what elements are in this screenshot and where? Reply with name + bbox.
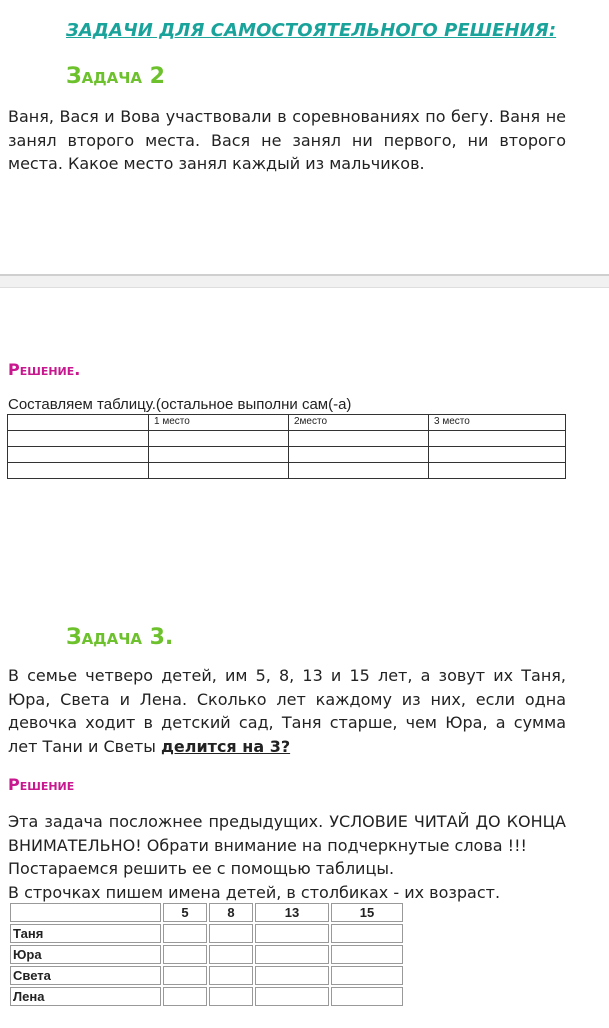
table-header-cell: 3 место <box>429 415 566 431</box>
table-cell <box>163 987 207 1006</box>
table-cell <box>289 431 429 447</box>
table-header-row <box>8 415 566 431</box>
section-title: ЗАДАЧИ ДЛЯ САМОСТОЯТЕЛЬНОГО РЕШЕНИЯ: <box>66 20 557 41</box>
table-cell <box>255 924 329 943</box>
table-row <box>8 431 566 447</box>
table-row <box>10 924 403 943</box>
task-3-text-underlined: делится на 3? <box>160 736 291 756</box>
table-cell <box>8 431 149 447</box>
table-cell <box>255 987 329 1006</box>
table-header-cell: 5 <box>163 903 207 922</box>
table-row-name: Света <box>10 966 161 985</box>
table-cell <box>163 945 207 964</box>
task-2-solution-text: Составляем таблицу.(остальное выполни сам(-а) <box>8 396 352 413</box>
table-header-cell <box>8 415 149 431</box>
table-cell <box>331 945 403 964</box>
table-cell <box>149 463 289 479</box>
task-3-text-main: В семье четверо детей, им 5, 8, 13 и 15 лет, а зовут их Таня, Юра, Света и Лена. Сколько лет каждому из них, если одна девочка ходит в детский сад, Таня старше, чем Юра, а сумма лет Тани и Светы <box>8 666 566 756</box>
table-cell <box>149 431 289 447</box>
table-cell <box>209 987 253 1006</box>
table-row <box>10 966 403 985</box>
table-cell <box>331 966 403 985</box>
page-divider <box>0 274 609 288</box>
task-3-table <box>8 901 405 1008</box>
table-cell <box>209 966 253 985</box>
table-cell <box>8 447 149 463</box>
table-cell <box>209 924 253 943</box>
table-cell <box>255 966 329 985</box>
task-2-text: Ваня, Вася и Вова участвовали в соревнованиях по бегу. Ваня не занял второго места. Вася не занял ни первого, ни второго места. Какое место занял каждый из мальчиков. <box>8 107 566 173</box>
table-header-cell: 15 <box>331 903 403 922</box>
table-row-name: Таня <box>10 924 161 943</box>
table-cell <box>8 463 149 479</box>
table-header-row <box>10 903 403 922</box>
table-cell <box>289 463 429 479</box>
table-row <box>10 945 403 964</box>
table-cell <box>331 924 403 943</box>
table-row-name: Юра <box>10 945 161 964</box>
table-cell <box>429 447 566 463</box>
table-row <box>8 463 566 479</box>
table-cell <box>429 463 566 479</box>
task-2-title: Задача 2 <box>66 64 165 89</box>
task-3-text <box>8 664 566 758</box>
table-cell <box>289 447 429 463</box>
table-header-cell: 13 <box>255 903 329 922</box>
task-3-title: Задача 3. <box>66 625 174 650</box>
task-3-solution-line: Постараемся решить ее с помощью таблицы. <box>8 859 395 878</box>
table-cell <box>163 966 207 985</box>
table-row-name: Лена <box>10 987 161 1006</box>
task-3-solution-line: В строчках пишем имена детей, в столбиках - их возраст. <box>8 882 501 902</box>
table-header-cell <box>10 903 161 922</box>
table-cell <box>163 924 207 943</box>
table-cell <box>209 945 253 964</box>
table-cell <box>331 987 403 1006</box>
table-header-cell: 1 место <box>149 415 289 431</box>
table-cell <box>149 447 289 463</box>
task-3-solution-title: Решение <box>8 775 75 794</box>
task-3-solution-line: Эта задача посложнее предыдущих. УСЛОВИЕ ЧИТАЙ ДО КОНЦА ВНИМАТЕЛЬНО! Обрати внимание на подчеркнутые слова !!! <box>8 812 566 855</box>
task-2-table <box>7 414 566 479</box>
table-header-cell: 8 <box>209 903 253 922</box>
table-row <box>10 987 403 1006</box>
task-3-solution-text <box>8 810 566 904</box>
task-2-solution-title: Решение. <box>8 360 81 379</box>
table-cell <box>429 431 566 447</box>
table-header-cell: 2место <box>289 415 429 431</box>
table-cell <box>255 945 329 964</box>
table-row <box>8 447 566 463</box>
